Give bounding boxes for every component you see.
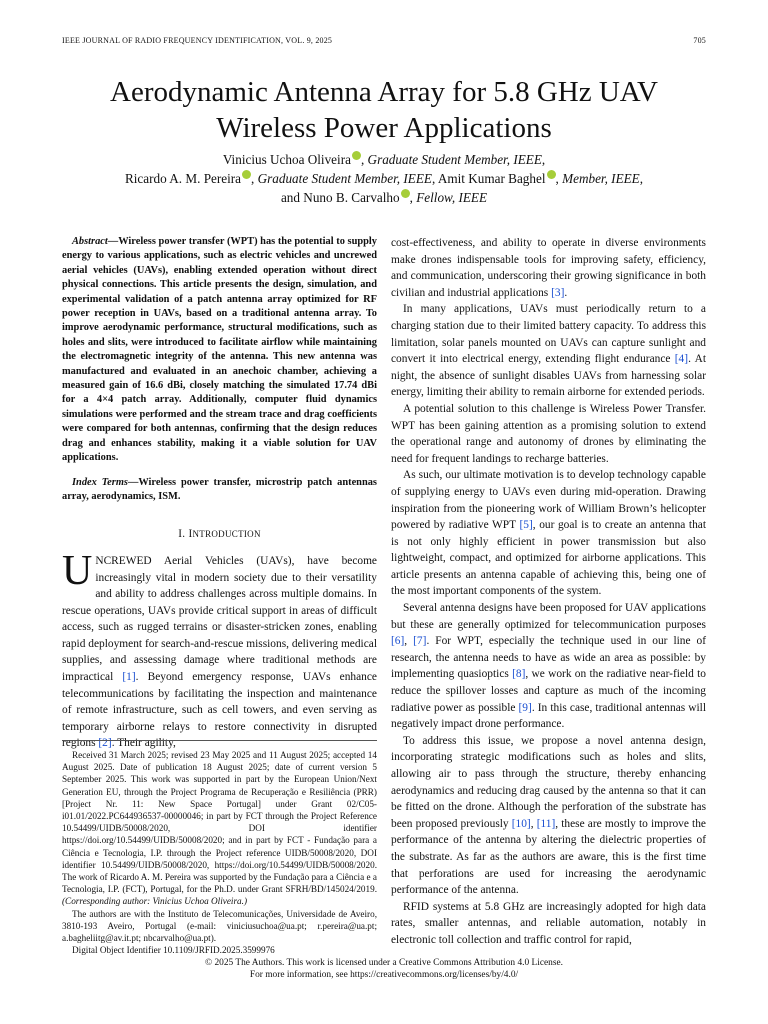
author-role: Graduate Student Member, IEEE <box>367 152 542 167</box>
paragraph-text: . Their agility, <box>111 737 176 750</box>
drop-cap: U <box>62 547 93 594</box>
body-paragraph: A potential solution to this challenge is Wireless Power Transfer. WPT has been gaining attention as a promising solution to extend the operational range and autonomy of drones by eliminating the need for frequent landings to recharge batteries. <box>391 402 706 465</box>
paragraph-text: . At night, the absence of sunlight disables UAVs from harnessing solar energy, limiting their ability to remain airborne for extended periods. <box>391 353 706 399</box>
paragraph-text: To address this issue, we propose a novel antenna design, incorporating strategic modifications such as holes and slits, allowing air to pass through the structure, thereby enhancing aerodynamics and reducing drag caused by the antenna so that it can be fitted on the drone. Although the perforation of the substrate has been proposed previously <box>391 734 706 830</box>
section-title-rest: NTRODUCTION <box>192 529 261 540</box>
orcid-icon[interactable] <box>352 151 361 160</box>
orcid-icon[interactable] <box>547 170 556 179</box>
citation-link[interactable]: [5] <box>519 519 533 532</box>
author-name: and Nuno B. Carvalho <box>280 190 400 205</box>
paper-title <box>40 74 728 146</box>
author-name: Amit Kumar Baghel <box>437 171 546 186</box>
abstract-text: —Wireless power transfer (WPT) has the potential to supply energy to various applications, such as electric vehicles and uncrewed aerial vehicles (UAVs), enabling extended operation without direct physical connections. This article presents the design, simulation, and experimental validation of a patch antenna array optimized for RF power reception in UAVs, based on a traditional antenna array. To improve aerodynamic performance, structural modifications, such as holes and slits, were introduced to facilitate airflow while maintaining the electromagnetic integrity of the antenna. This new antenna was manufactured and evaluated in an anechoic chamber, achieving a measured gain of 16.6 dBi, closely matching the simulated 17.74 dBi for a 4×4 patch array. Additionally, computer fluid dynamics simulations were performed and the stream trace and drag coefficients were compared for both antennas, confirming that the design reduces drag and enhances stability, making it a viable solution for UAV applications. <box>62 236 377 464</box>
body-paragraph <box>391 235 706 301</box>
index-terms-label: Index Terms <box>72 476 128 488</box>
license-line-2: For more information, see https://creativecommons.org/licenses/by/4.0/ <box>249 970 519 980</box>
paragraph-text: . Beyond emergency response, UAVs enhance telecommunications by facilitating the inspection and maintenance of remote infrastructure, such as cell towers, and even serving as temporary airborne relays to restore connectivity in disrupted regions <box>62 671 377 750</box>
doi-note: Digital Object Identifier 10.1109/JRFID.2025.3599976 <box>72 945 275 956</box>
orcid-icon[interactable] <box>242 170 251 179</box>
citation-link[interactable]: [1] <box>122 671 136 684</box>
license-line-1: © 2025 The Authors. This work is licensed under a Creative Commons Attribution 4.0 License. <box>204 958 564 968</box>
footnotes <box>62 740 377 956</box>
body-paragraph: RFID systems at 5.8 GHz are increasingly adopted for high data rates, smaller antennas, and reliable automation, notably in electronic toll collection and traffic control for rapid, <box>391 900 706 946</box>
abstract <box>62 235 377 466</box>
section-title-first: I <box>188 528 193 541</box>
affiliation-note: The authors are with the Instituto de Telecomunicações, Universidade de Aveiro, 3810-193 Aveiro, Portugal (e-mail: viniciusuchoa@ua.pt; r.pereira@ua.pt; a.bagheliitg@av.it.pt; nbcarvalho@ua.pt). <box>62 908 377 944</box>
abstract-label: Abstract <box>72 236 108 247</box>
page-number: 705 <box>693 36 706 45</box>
citation-link[interactable]: [4] <box>674 353 689 366</box>
author-role: Member, IEEE <box>562 171 640 186</box>
paragraph-text: . <box>564 286 568 299</box>
author-role: Graduate Student Member, IEEE <box>257 171 432 186</box>
paragraph-text: , <box>404 635 414 648</box>
paragraph-text: , we work on the radiative near-field to reduce the spillover losses and capture as much of the incoming radiative power as possible <box>391 668 706 714</box>
citation-link[interactable]: [8] <box>512 668 526 681</box>
section-number: I. <box>178 528 186 541</box>
citation-link[interactable]: [6] <box>391 635 405 648</box>
author-role: Fellow, IEEE <box>416 190 488 205</box>
orcid-icon[interactable] <box>401 189 410 198</box>
corresponding-author: (Corresponding author: Vinicius Uchoa Oliveira.) <box>62 896 248 907</box>
paragraph-text: . For WPT, especially the technique used in our line of research, the antenna needs to have as wide an area as possible: by implementing quasioptics <box>391 635 706 681</box>
intro-paragraph <box>62 547 377 752</box>
title-line-1: Aerodynamic Antenna Array for 5.8 GHz UAV <box>110 76 658 108</box>
index-terms <box>62 476 377 505</box>
citation-link[interactable]: [7] <box>413 635 427 648</box>
citation-link[interactable]: [9] <box>518 701 532 714</box>
footnote-divider <box>62 740 377 741</box>
paragraph-text: In many applications, UAVs must periodically return to a charging station due to their limited battery capacity. To address this limitation, solar panels mounted on UAVs can capture sunlight and convert it into electrical energy, extending flight endurance <box>391 303 706 366</box>
paragraph-text: As such, our ultimate motivation is to develop technology capable of supplying energy to UAVs even during mid-operation. Drawing inspiration from the pioneering work of William Brown’s helicopter powered by radiative WPT <box>391 469 706 532</box>
license-notice <box>40 957 728 981</box>
footnote-text: Received 31 March 2025; revised 23 May 2025 and 11 August 2025; accepted 14 August 2025. Date of publication 18 August 2025; date of current version 5 September 2025. This work was supported in part by the European Union/Next Generation EU, through the Project Programa de Recuperação e Resiliência (PRR) [Project Nr. 11: New Space Portugal] under Grant 02/C05-i01.01/2022.PC644936537-00000046; in part by FCT through the Project Reference 10.54499/UIDB/50008/2020, DOI identifier https://doi.org/10.54499/UIDB/50008/2020; and in part by FCT - Fundação para a Ciência e Tecnologia, I.P. through the Project reference UIDB/50008/2020, DOI identifier 10.54499/UIDB/50008/2020, https://doi.org/10.54499/UIDB/50008/2020. The work of Ricardo A. M. Pereira was supported by the Fundação para a Ciência e a Tecnologia, I.P. (FCT), Portugal, for the Ph.D. under Grant SFRH/BD/145024/2019. <box>62 750 377 895</box>
funding-note <box>62 749 377 908</box>
citation-link[interactable]: [2] <box>98 737 112 750</box>
section-heading <box>62 526 377 543</box>
paragraph-text: . In this case, traditional antennas will negatively impact drone performance. <box>391 701 706 731</box>
body-paragraph <box>391 600 706 733</box>
title-line-2: Wireless Power Applications <box>216 112 552 144</box>
paragraph-text: , our goal is to create an antenna that is not only highly efficient in power transmission but also lightweight, compact, and optimized for airborne applications. This article presents an antenna capable of achieving this, being one of the most important components of the system. <box>391 519 706 598</box>
index-terms-text: —Wireless power transfer, microstrip patch antennas array, aerodynamics, ISM. <box>62 476 377 502</box>
author-list: Vinicius Uchoa Oliveira , Graduate Student Member, IEEE, Ricardo A. M. Pereira , Graduate Student Member, IEEE, Amit Kumar Baghel , Member, IEEE, and Nuno B. Carvalho , Fellow, IEEE <box>124 152 644 205</box>
author-name: Vinicius Uchoa Oliveira <box>222 152 351 167</box>
citation-link[interactable]: [10] <box>511 817 531 830</box>
right-column <box>391 235 706 949</box>
journal-name: IEEE JOURNAL OF RADIO FREQUENCY IDENTIFICATION, VOL. 9, 2025 <box>62 36 333 45</box>
paragraph-text: , these are mostly to improve the performance of the antenna by altering the dielectric properties of the substrate. As far as the authors are aware, this is the first time that perforations are used for increasing the aerodynamic performance of the antenna. <box>391 817 706 897</box>
paragraph-text: , <box>530 817 537 830</box>
body-paragraph <box>391 733 706 899</box>
paragraph-text: cost-effectiveness, and ability to operate in diverse environments make drones indispensable tools for improving safety, efficiency, and communication, underscoring their growing significance in both civilian and industrial applications <box>391 237 706 299</box>
left-column <box>62 235 377 752</box>
small-caps-lead: NCREWED <box>95 554 152 567</box>
paragraph-text: Aerial Vehicles (UAVs), have become increasingly vital in modern society due to their versatility and ability to address challenges across multiple domains. In rescue operations, UAVs provide critical support in areas of difficult access, such as rugged terrains or disaster-stricken zones, enabling rapid deployment for search-and-rescue missions, delivering medical supplies, and assessing damage where traditional methods are impractical <box>62 554 377 684</box>
author-name: Ricardo A. M. Pereira <box>124 171 242 186</box>
citation-link[interactable]: [3] <box>551 286 565 299</box>
citation-link[interactable]: [11] <box>536 817 556 830</box>
paragraph-text: Several antenna designs have been proposed for UAV applications but these are generally optimized for telecommunication purposes <box>391 602 706 631</box>
body-paragraph <box>391 467 706 600</box>
body-paragraph <box>391 301 706 401</box>
running-head <box>62 36 706 45</box>
